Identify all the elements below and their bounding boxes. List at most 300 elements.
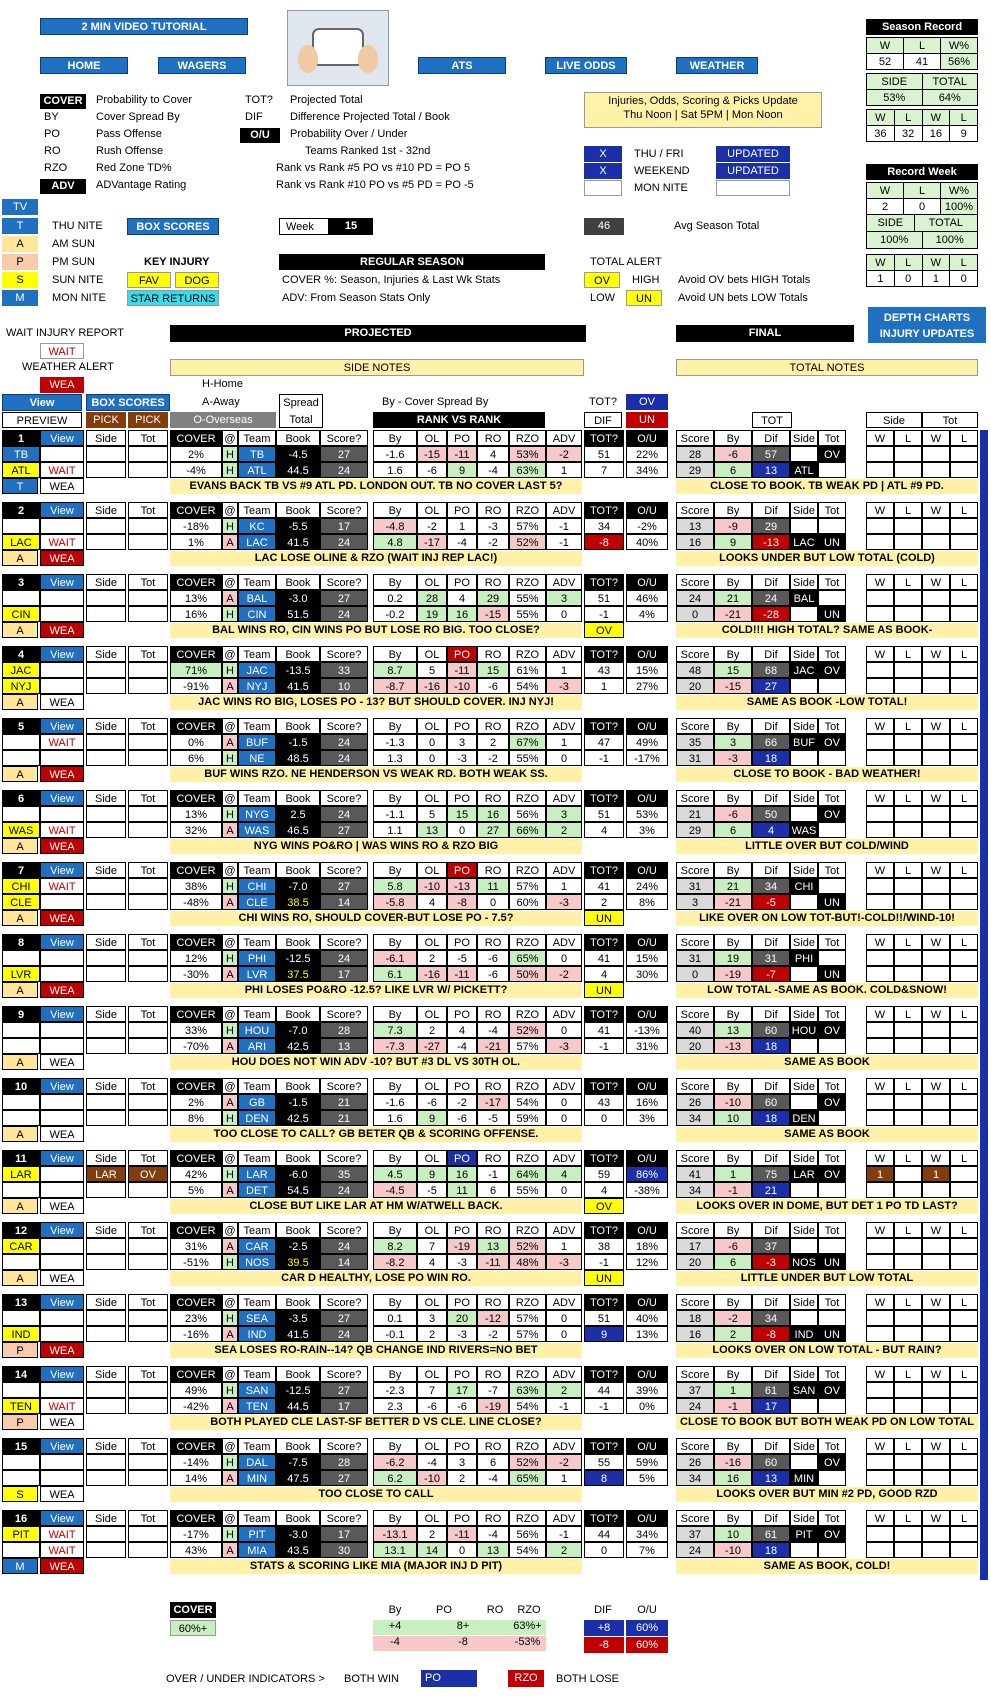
- legend-desc: Probability to Cover: [96, 94, 192, 106]
- home-away: H: [222, 1166, 238, 1182]
- col-header: L: [950, 718, 978, 734]
- final-by: 21: [714, 878, 752, 894]
- col-header: TOT?: [584, 1294, 624, 1310]
- col-header: L: [950, 790, 978, 806]
- final-tot: UN: [818, 966, 846, 982]
- pick-side[interactable]: [86, 1038, 126, 1054]
- pick-tot[interactable]: [128, 1526, 168, 1542]
- final-tot: OV: [818, 734, 846, 750]
- pick-value[interactable]: LAR: [86, 1166, 126, 1182]
- view-button[interactable]: View: [40, 1078, 84, 1094]
- rank-adv: 0: [546, 950, 582, 966]
- home-away: A: [222, 1038, 238, 1054]
- pick-tot[interactable]: [128, 1470, 168, 1486]
- col-header: PO: [447, 646, 477, 662]
- col-header: Dif: [752, 1222, 790, 1238]
- team-abbrev: CIN: [2, 606, 40, 622]
- pick-side[interactable]: [86, 590, 126, 606]
- slot-badge: P: [2, 1414, 38, 1430]
- legend-key: PO: [44, 128, 60, 140]
- pick-side[interactable]: [86, 1310, 126, 1326]
- team-name: GB: [238, 1094, 276, 1110]
- view-button[interactable]: View: [40, 1294, 84, 1310]
- col-header: RZO: [509, 1510, 546, 1526]
- col-header: RO: [477, 1006, 509, 1022]
- pick-side[interactable]: [86, 606, 126, 622]
- pick-tot[interactable]: [128, 1542, 168, 1558]
- book-line: -3.0: [276, 590, 320, 606]
- result-cell: [950, 822, 978, 838]
- pick-side[interactable]: [86, 1022, 126, 1038]
- away-label: A-Away: [202, 396, 240, 408]
- pick-tot[interactable]: [128, 734, 168, 750]
- final-side: BUF: [790, 734, 818, 750]
- pick-tot[interactable]: [128, 1094, 168, 1110]
- rank-ol: 7: [417, 1238, 447, 1254]
- slot-badge: A: [2, 766, 38, 782]
- over-under-prob: 15%: [626, 950, 668, 966]
- rank-adv: -3: [546, 678, 582, 694]
- final-dif: 34: [752, 878, 790, 894]
- rank-ol: 13: [417, 822, 447, 838]
- col-header: O/U: [626, 862, 668, 878]
- col-header: Side: [790, 1294, 818, 1310]
- pick-tot[interactable]: [128, 966, 168, 982]
- pick-tot[interactable]: [128, 446, 168, 462]
- pick-tot[interactable]: [128, 518, 168, 534]
- pick-tot[interactable]: [128, 950, 168, 966]
- final-score: 24: [676, 1398, 714, 1414]
- pick-side[interactable]: [86, 1238, 126, 1254]
- nav-live-odds[interactable]: LIVE ODDS: [545, 57, 627, 74]
- view-button[interactable]: View: [40, 934, 84, 950]
- home-away: A: [222, 1094, 238, 1110]
- col-header: Score?: [320, 1294, 368, 1310]
- result-cell: [950, 1238, 978, 1254]
- total-note: LOOKS OVER ON LOW TOTAL - BUT RAIN?: [676, 1343, 978, 1358]
- weather-flag: WEA: [40, 982, 84, 998]
- tutorial-thumbnail[interactable]: [287, 10, 389, 86]
- pick-tot[interactable]: [128, 590, 168, 606]
- final-dif: 17: [752, 1398, 790, 1414]
- pick-side[interactable]: [86, 462, 126, 478]
- cover-value: 32%: [170, 822, 222, 838]
- view-button[interactable]: View: [40, 862, 84, 878]
- win-value: 1: [866, 1166, 894, 1182]
- projected-total: 41: [584, 1022, 624, 1038]
- slot-badge: A: [2, 1054, 38, 1070]
- col-header: W: [922, 1438, 950, 1454]
- col-header: Tot: [818, 574, 846, 590]
- pick-tot[interactable]: [128, 894, 168, 910]
- rank-adv: 0: [546, 606, 582, 622]
- pick-side[interactable]: [86, 1454, 126, 1470]
- final-score: 37: [676, 1382, 714, 1398]
- rank-ro: -21: [477, 1038, 509, 1054]
- result-cell: [894, 806, 922, 822]
- col-header: Book: [276, 1222, 320, 1238]
- home-away: A: [222, 1542, 238, 1558]
- rank-ro: -4: [477, 462, 509, 478]
- result-cell: [894, 518, 922, 534]
- pick-side[interactable]: [86, 950, 126, 966]
- nav-home[interactable]: HOME: [40, 57, 128, 74]
- final-side: [790, 894, 818, 910]
- over-under-prob: 49%: [626, 734, 668, 750]
- col-header: Score?: [320, 646, 368, 662]
- rank-po: -6: [447, 1110, 477, 1126]
- final-tot: [818, 1398, 846, 1414]
- col-header: L: [894, 1366, 922, 1382]
- pick-side[interactable]: [86, 1398, 126, 1414]
- game-number: 3: [2, 574, 40, 590]
- nav-weather[interactable]: WEATHER: [676, 57, 758, 74]
- col-header: Side: [86, 1366, 126, 1382]
- pick-tot[interactable]: [128, 1310, 168, 1326]
- col-header: W: [866, 1294, 894, 1310]
- total-note: SAME AS BOOK, COLD!: [676, 1559, 978, 1574]
- col-header: ADV: [546, 1294, 582, 1310]
- sr-h: W%: [941, 38, 978, 54]
- final-header: FINAL: [676, 325, 854, 342]
- view-button[interactable]: View: [40, 430, 84, 446]
- footer-po-pos: 8+: [417, 1620, 509, 1635]
- col-header: RO: [477, 934, 509, 950]
- col-header: Tot: [128, 646, 168, 662]
- col-header: OL: [417, 790, 447, 806]
- result-cell: [922, 518, 950, 534]
- rank-ol: 7: [417, 1382, 447, 1398]
- pick-side[interactable]: [86, 734, 126, 750]
- dog-tag: DOG: [175, 272, 219, 288]
- legend-key: RO: [44, 145, 61, 157]
- view-button[interactable]: View: [40, 502, 84, 518]
- rank-rzo: 63%: [509, 462, 546, 478]
- col-header: Book: [276, 790, 320, 806]
- game-number: 15: [2, 1438, 40, 1454]
- result-cell: [950, 1470, 978, 1486]
- rank-rzo: 57%: [509, 1038, 546, 1054]
- view-button[interactable]: View: [40, 1150, 84, 1166]
- col-header: Score?: [320, 502, 368, 518]
- pick-tot[interactable]: [128, 1182, 168, 1198]
- col-header: RO: [477, 862, 509, 878]
- week-value: 15: [329, 218, 373, 235]
- nav-wagers[interactable]: WAGERS: [158, 57, 246, 74]
- final-side: [790, 1182, 818, 1198]
- rank-by: 7.3: [373, 1022, 417, 1038]
- view-button[interactable]: View: [40, 718, 84, 734]
- pick-tot[interactable]: [128, 1326, 168, 1342]
- projected-score: 14: [320, 894, 368, 910]
- pick-tot[interactable]: [128, 1454, 168, 1470]
- view-button[interactable]: View: [40, 646, 84, 662]
- col-header: By: [373, 1006, 417, 1022]
- col-header: @: [222, 934, 238, 950]
- projected-score: 24: [320, 606, 368, 622]
- pick-value[interactable]: OV: [128, 1166, 168, 1182]
- view-button[interactable]: View: [40, 1006, 84, 1022]
- pick-side[interactable]: [86, 1326, 126, 1342]
- pick-side[interactable]: [86, 1470, 126, 1486]
- box-scores-button[interactable]: BOX SCORES: [127, 218, 219, 235]
- pick-side[interactable]: [86, 750, 126, 766]
- side-note: BAL WINS RO, CIN WINS PO BUT LOSE RO BIG. TOO CLOSE?: [170, 623, 582, 638]
- home-away: H: [222, 518, 238, 534]
- col-header: By: [714, 430, 752, 446]
- view-button[interactable]: View: [40, 790, 84, 806]
- total-note: SAME AS BOOK -LOW TOTAL!: [676, 695, 978, 710]
- result-cell: [950, 1110, 978, 1126]
- record-week-table: [866, 182, 978, 249]
- pick-side[interactable]: [86, 822, 126, 838]
- final-dif: 21: [752, 1182, 790, 1198]
- pick-tot[interactable]: [128, 1398, 168, 1414]
- col-header: L: [950, 1150, 978, 1166]
- rank-adv: 0: [546, 750, 582, 766]
- pick-tot[interactable]: [128, 750, 168, 766]
- home-away: A: [222, 1238, 238, 1254]
- video-tutorial-button[interactable]: 2 MIN VIDEO TUTORIAL: [40, 18, 248, 35]
- nav-ats[interactable]: ATS: [418, 57, 506, 74]
- wait-flag: [40, 1238, 84, 1254]
- cover-value: -91%: [170, 678, 222, 694]
- season-record-title: Season Record: [866, 19, 978, 35]
- over-under-prob: 30%: [626, 966, 668, 982]
- total-note: CLOSE TO BOOK. TB WEAK PD | ATL #9 PD.: [676, 479, 978, 494]
- pick-side[interactable]: [86, 446, 126, 462]
- team-name: MIN: [238, 1470, 276, 1486]
- col-header: By: [714, 790, 752, 806]
- total-note: LOOKS OVER IN DOME, BUT DET 1 PO TD LAST?: [676, 1199, 978, 1214]
- final-side: [790, 1542, 818, 1558]
- result-cell: [894, 534, 922, 550]
- rank-rzo: 50%: [509, 966, 546, 982]
- footer-cover-label: COVER: [170, 1602, 216, 1618]
- result-cell: [866, 518, 894, 534]
- rank-by: 8.7: [373, 662, 417, 678]
- projected-score: 17: [320, 966, 368, 982]
- view-button[interactable]: View: [40, 1366, 84, 1382]
- view-button[interactable]: View: [40, 1438, 84, 1454]
- wait-flag: [40, 1022, 84, 1038]
- final-side: LAC: [790, 534, 818, 550]
- team-name: NE: [238, 750, 276, 766]
- total-label: Total: [289, 414, 313, 426]
- final-score: 0: [676, 606, 714, 622]
- pick-side[interactable]: [86, 1542, 126, 1558]
- pick-side[interactable]: [86, 1182, 126, 1198]
- weather-flag: WEA: [40, 1414, 84, 1430]
- result-cell: [866, 1454, 894, 1470]
- rank-po: 16: [447, 1166, 477, 1182]
- col-header: Side: [790, 862, 818, 878]
- book-line: -3.5: [276, 1310, 320, 1326]
- result-cell: [894, 590, 922, 606]
- col-header: RZO: [509, 790, 546, 806]
- wait-flag: [40, 1166, 84, 1182]
- pick-side[interactable]: [86, 1254, 126, 1270]
- team-name: HOU: [238, 1022, 276, 1038]
- wait-flag: [40, 1310, 84, 1326]
- pick-tot[interactable]: [128, 662, 168, 678]
- result-cell: [950, 1542, 978, 1558]
- pick-side[interactable]: [86, 662, 126, 678]
- view-button[interactable]: View: [40, 574, 84, 590]
- projected-total: 51: [584, 590, 624, 606]
- projected-score: 24: [320, 750, 368, 766]
- pick-side[interactable]: [86, 894, 126, 910]
- col-header: By: [714, 1150, 752, 1166]
- result-cell: [922, 1542, 950, 1558]
- book-line: 38.5: [276, 894, 320, 910]
- rank-by: -1.6: [373, 1094, 417, 1110]
- cover-value: 6%: [170, 750, 222, 766]
- col-header: PO: [447, 1150, 477, 1166]
- col-header: Side: [790, 1006, 818, 1022]
- pick-side[interactable]: [86, 534, 126, 550]
- col-header: Side: [86, 1078, 126, 1094]
- result-cell: [922, 1110, 950, 1126]
- depth-charts-button[interactable]: [868, 307, 986, 343]
- sr-h: W: [867, 110, 895, 126]
- pick-side[interactable]: [86, 806, 126, 822]
- team-abbrev: [2, 1110, 40, 1126]
- pick-side[interactable]: [86, 1526, 126, 1542]
- result-cell: [866, 950, 894, 966]
- pick-tot[interactable]: [128, 1110, 168, 1126]
- home-away: A: [222, 678, 238, 694]
- view-button[interactable]: View: [40, 1222, 84, 1238]
- col-header: COVER: [170, 1078, 222, 1094]
- scrollbar-track[interactable]: [980, 430, 988, 1580]
- result-cell: [950, 1254, 978, 1270]
- pick-side[interactable]: [86, 1110, 126, 1126]
- home-away: H: [222, 1310, 238, 1326]
- wait-flag: [40, 1038, 84, 1054]
- final-dif: 68: [752, 662, 790, 678]
- by-cover-label: By - Cover Spread By: [382, 396, 489, 408]
- rank-by: -7.3: [373, 1038, 417, 1054]
- book-line: -1.5: [276, 734, 320, 750]
- rank-by: 6.2: [373, 1470, 417, 1486]
- final-side: HOU: [790, 1022, 818, 1038]
- dif-label: DIF: [584, 412, 622, 428]
- col-header: OL: [417, 1222, 447, 1238]
- pick-tot[interactable]: [128, 1022, 168, 1038]
- pick-side[interactable]: [86, 1094, 126, 1110]
- final-dif: -3: [752, 1254, 790, 1270]
- col-header: Team: [238, 718, 276, 734]
- pick-tot[interactable]: [128, 678, 168, 694]
- view-all-button[interactable]: View: [2, 394, 82, 411]
- rank-rzo: 66%: [509, 822, 546, 838]
- final-dif: 75: [752, 1166, 790, 1182]
- avoid-ov-note: Avoid OV bets HIGH Totals: [678, 274, 811, 286]
- pick-tot[interactable]: [128, 1382, 168, 1398]
- game-number: 6: [2, 790, 40, 806]
- rank-ol: 9: [417, 1110, 447, 1126]
- col-header: W: [866, 430, 894, 446]
- book-line: -7.0: [276, 878, 320, 894]
- pick-side[interactable]: [86, 518, 126, 534]
- col-header: Tot: [818, 1222, 846, 1238]
- rank-ro: -12: [477, 1310, 509, 1326]
- col-header: PO: [447, 574, 477, 590]
- pick-side[interactable]: [86, 678, 126, 694]
- cover-value: 42%: [170, 1166, 222, 1182]
- col-header: Book: [276, 574, 320, 590]
- rank-rzo: 65%: [509, 950, 546, 966]
- slot-badge: M: [2, 1558, 38, 1574]
- sr-v: 32: [894, 126, 922, 142]
- pick-tot[interactable]: [128, 1038, 168, 1054]
- weather-flag: WEA: [40, 694, 84, 710]
- projected-score: 24: [320, 806, 368, 822]
- team-name: LAR: [238, 1166, 276, 1182]
- sr-v: 36: [867, 126, 895, 142]
- total-alert-label: TOTAL ALERT: [590, 256, 662, 268]
- final-side: NOS: [790, 1254, 818, 1270]
- final-score: 3: [676, 894, 714, 910]
- pick-side[interactable]: [86, 966, 126, 982]
- total-note: CLOSE TO BOOK - BAD WEATHER!: [676, 767, 978, 782]
- final-dif: 31: [752, 950, 790, 966]
- pick-tot[interactable]: [128, 534, 168, 550]
- over-under-prob: 53%: [626, 806, 668, 822]
- box-scores-header-button[interactable]: BOX SCORES: [86, 394, 170, 411]
- final-by: -9: [714, 518, 752, 534]
- home-away: H: [222, 606, 238, 622]
- projected-header: PROJECTED: [170, 325, 586, 342]
- team-name: NYG: [238, 806, 276, 822]
- pick-tot[interactable]: [128, 606, 168, 622]
- col-header: RZO: [509, 1438, 546, 1454]
- col-header: @: [222, 1294, 238, 1310]
- col-header: RO: [477, 790, 509, 806]
- final-dif: 29: [752, 518, 790, 534]
- footer-ou: O/U: [637, 1604, 657, 1616]
- col-header: RZO: [509, 862, 546, 878]
- weather-alert-label: WEATHER ALERT: [22, 361, 114, 373]
- projected-total: 38: [584, 1238, 624, 1254]
- view-button[interactable]: View: [40, 1510, 84, 1526]
- pick-tot[interactable]: [128, 878, 168, 894]
- side-note: TOO CLOSE TO CALL: [170, 1487, 582, 1502]
- pick-tot[interactable]: [128, 806, 168, 822]
- rank-by: 0.1: [373, 1310, 417, 1326]
- pick-tot[interactable]: [128, 1254, 168, 1270]
- col-header: OL: [417, 502, 447, 518]
- team-name: CAR: [238, 1238, 276, 1254]
- col-header: ADV: [546, 430, 582, 446]
- final-tot: OV: [818, 1166, 846, 1182]
- rank-ol: 2: [417, 1526, 447, 1542]
- side-notes-header: SIDE NOTES: [170, 359, 584, 376]
- rank-adv: 1: [546, 662, 582, 678]
- col-header: O/U: [626, 1294, 668, 1310]
- pick-tot[interactable]: [128, 462, 168, 478]
- wait-flag: [40, 1326, 84, 1342]
- rank-rzo: 55%: [509, 606, 546, 622]
- pick-tot[interactable]: [128, 822, 168, 838]
- pick-side[interactable]: [86, 1382, 126, 1398]
- week-label: Week: [279, 218, 329, 235]
- pick-side[interactable]: [86, 878, 126, 894]
- pick-tot[interactable]: [128, 1238, 168, 1254]
- final-tot: OV: [818, 446, 846, 462]
- result-cell: [894, 1182, 922, 1198]
